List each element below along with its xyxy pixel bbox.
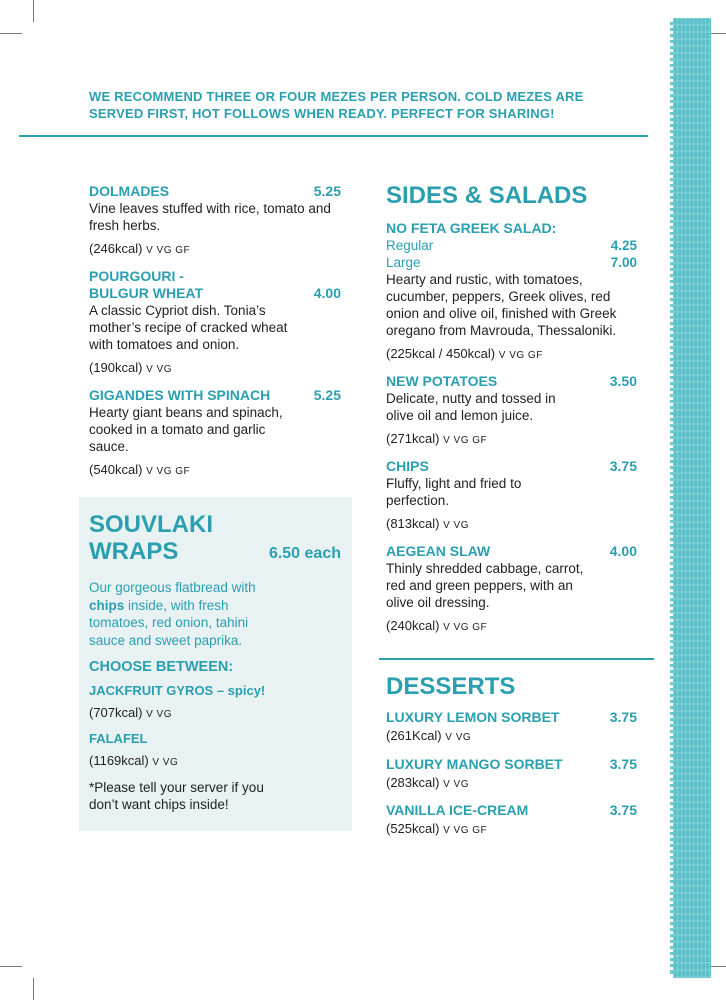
- size-row: [386, 254, 637, 271]
- diet-tags: V VG GF: [443, 825, 488, 836]
- size-price: 7.00: [610, 255, 637, 270]
- souvlaki-price: 6.50 each: [268, 545, 341, 562]
- option-name: FALAFEL: [89, 731, 148, 746]
- diet-tags: V VG GF: [146, 466, 191, 477]
- divider: [379, 658, 654, 660]
- item-price: 3.75: [609, 458, 637, 474]
- divider: [19, 135, 648, 137]
- menu-item: [386, 458, 637, 534]
- size-label: Large: [386, 255, 421, 270]
- item-kcal: (283kcal): [386, 775, 440, 790]
- diet-tags: V VG GF: [146, 245, 191, 256]
- item-price: 5.25: [313, 183, 341, 199]
- desserts-title: DESSERTS: [386, 673, 516, 700]
- souvlaki-title: SOUVLAKI WRAPS: [89, 511, 214, 565]
- sides-title: SIDES & SALADS: [386, 182, 588, 209]
- menu-item: [89, 268, 341, 378]
- desserts-column: [386, 673, 637, 848]
- diet-tags: V VG GF: [443, 435, 488, 446]
- item-price: 3.75: [609, 802, 637, 818]
- diet-tags: V VG: [152, 757, 179, 768]
- item-name: NEW POTATOES: [386, 373, 498, 389]
- desc-part: Our gorgeous flatbread with: [89, 580, 256, 595]
- item-description: Vine leaves stuffed with rice, tomato and fresh herbs.: [89, 201, 331, 233]
- item-name: NO FETA GREEK SALAD:: [386, 220, 557, 236]
- item-kcal: (271kcal): [386, 431, 440, 446]
- item-description: Thinly shredded cabbage, carrot, red and green peppers, with an olive oil dressing.: [386, 561, 584, 610]
- item-price: 5.25: [313, 387, 341, 403]
- menu-item: [89, 183, 341, 259]
- diet-tags: V VG: [443, 520, 469, 531]
- item-kcal: (246kcal): [89, 241, 143, 256]
- right-column: [386, 182, 637, 645]
- souvlaki-description: [89, 579, 284, 649]
- item-kcal: (225kcal / 450kcal): [386, 346, 496, 361]
- item-name: LUXURY MANGO SORBET: [386, 756, 563, 772]
- menu-item: [386, 373, 637, 449]
- item-kcal: (540kcal): [89, 462, 143, 477]
- size-price: 4.25: [610, 238, 637, 253]
- item-description: Fluffy, light and fried to perfection.: [386, 476, 522, 508]
- crop-mark: [0, 33, 22, 34]
- crop-mark: [33, 0, 34, 22]
- menu-item: [386, 802, 637, 839]
- item-description: A classic Cypriot dish. Tonia’s mother’s recipe of cracked wheat with tomatoes and onion.: [89, 303, 288, 352]
- item-name: CHIPS: [386, 458, 429, 474]
- diet-tags: V VG GF: [443, 622, 488, 633]
- diet-tags: V VG: [445, 732, 472, 743]
- crop-mark: [0, 966, 22, 967]
- item-description: Hearty giant beans and spinach, cooked in a tomato and garlic sauce.: [89, 405, 283, 454]
- item-description: Delicate, nutty and tossed in olive oil and lemon juice.: [386, 391, 556, 423]
- item-name: DOLMADES: [89, 183, 170, 199]
- size-row: [386, 237, 637, 254]
- desc-bold: chips: [89, 597, 125, 613]
- souvlaki-panel: [79, 497, 352, 831]
- menu-item: [386, 709, 637, 746]
- item-price: 3.75: [609, 756, 637, 772]
- desc-part: inside, with fresh tomatoes, red onion, tahini sauce and sweet paprika.: [89, 597, 249, 648]
- item-name: VANILLA ICE-CREAM: [386, 802, 529, 818]
- option-name: JACKFRUIT GYROS – spicy!: [89, 683, 266, 698]
- left-column: [89, 183, 341, 489]
- size-label: Regular: [386, 238, 434, 253]
- item-kcal: (813kcal): [386, 516, 440, 531]
- menu-item: [386, 543, 637, 636]
- decorative-stripe: [670, 18, 711, 978]
- crop-mark: [33, 978, 34, 1000]
- menu-item: [386, 220, 637, 364]
- item-price: 3.50: [609, 373, 637, 389]
- menu-item: [89, 387, 341, 480]
- menu-item: [386, 756, 637, 793]
- item-kcal: (190kcal): [89, 360, 143, 375]
- diet-tags: V VG GF: [498, 350, 543, 361]
- item-kcal: (525kcal): [386, 821, 440, 836]
- item-price: 4.00: [313, 285, 341, 301]
- item-name: GIGANDES WITH SPINACH: [89, 387, 271, 403]
- item-price: 4.00: [609, 543, 637, 559]
- diet-tags: V VG: [146, 364, 172, 375]
- item-name: AEGEAN SLAW: [386, 543, 491, 559]
- item-description: Hearty and rustic, with tomatoes, cucumber, peppers, Greek olives, red onion and olive oil, finished with Greek oregano from Mavrouda, Thessaloniki.: [386, 272, 617, 338]
- item-kcal: (240kcal): [386, 618, 440, 633]
- diet-tags: V VG: [443, 779, 469, 790]
- intro-text: WE RECOMMEND THREE OR FOUR MEZES PER PERSON. COLD MEZES ARE SERVED FIRST, HOT FOLLOWS WHEN READY. PERFECT FOR SHARING!: [89, 89, 584, 121]
- option-kcal: (1169kcal): [89, 753, 149, 768]
- item-name: LUXURY LEMON SORBET: [386, 709, 560, 725]
- item-kcal: (261Kcal): [386, 728, 442, 743]
- item-name: POURGOURI - BULGUR WHEAT: [89, 268, 204, 301]
- diet-tags: V VG: [146, 709, 172, 720]
- chips-note: *Please tell your server if you don’t want chips inside!: [89, 780, 264, 812]
- choose-heading: CHOOSE BETWEEN:: [89, 659, 234, 675]
- option-kcal: (707kcal): [89, 705, 143, 720]
- item-price: 3.75: [609, 709, 637, 725]
